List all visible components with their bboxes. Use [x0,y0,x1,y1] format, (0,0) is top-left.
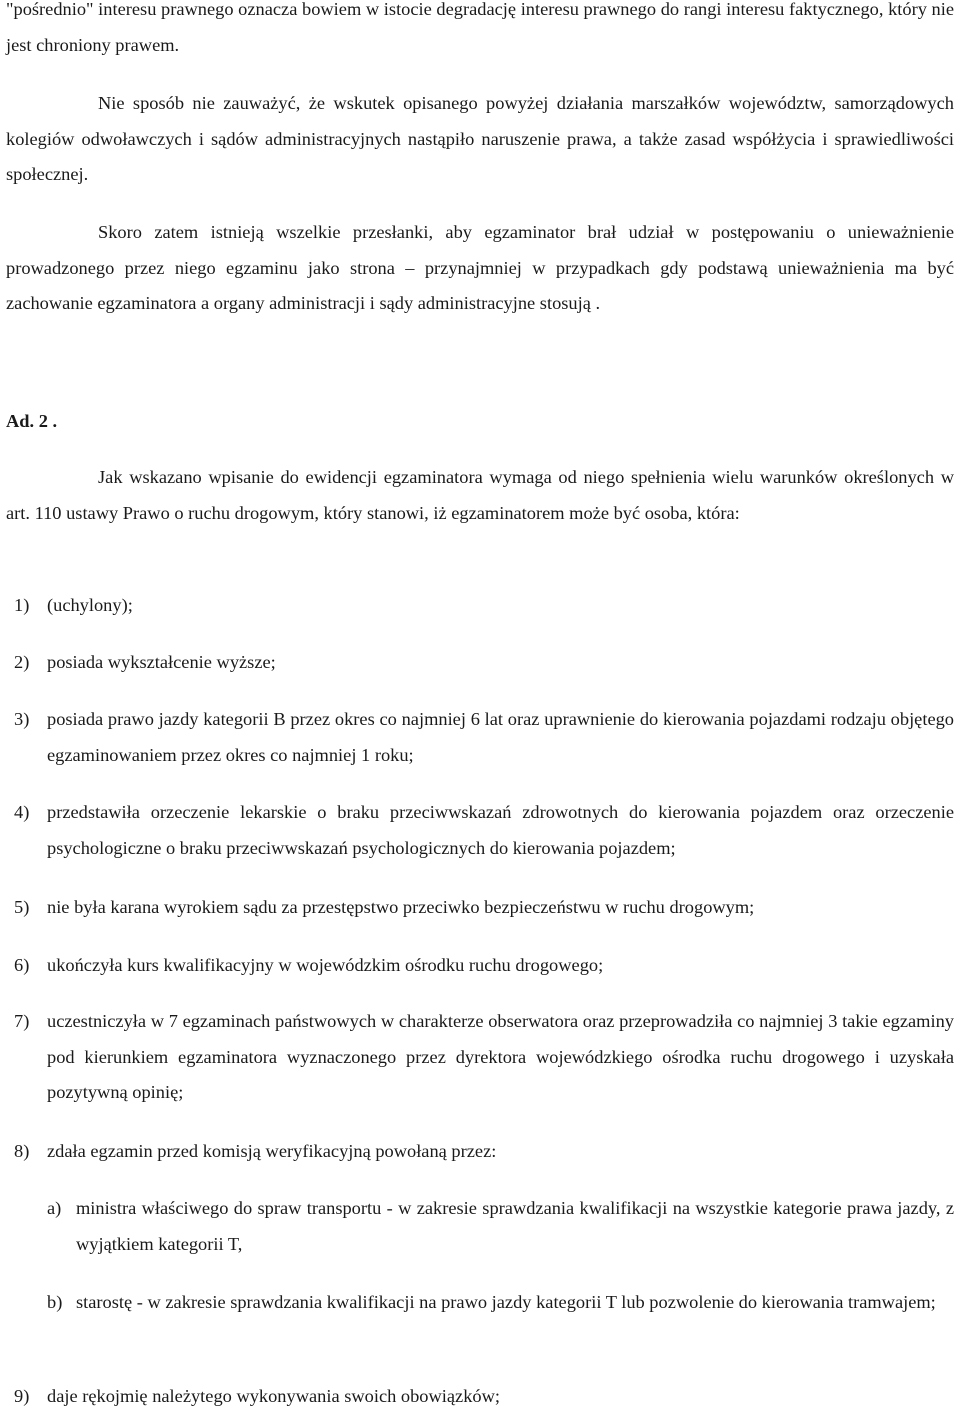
sub-list-item-letter: b) [47,1292,63,1312]
list-item [6,890,954,926]
list-item-text: posiada wykształcenie wyższe; [47,652,276,672]
sub-list-item [6,1191,954,1262]
list-item-text: nie była karana wyrokiem sądu za przestępstwo przeciwko bezpieczeństwu w ruchu drogowym; [47,897,755,917]
list-item-number: 9) [14,1386,30,1406]
list-item-number: 5) [14,897,30,917]
list-item-text: posiada prawo jazdy kategorii B przez okres co najmniej 6 lat oraz uprawnienie do kierowania pojazdami rodzaju objętego egzaminowaniem przez okres co najmniej 1 roku; [47,709,954,765]
list-item-text: uczestniczyła w 7 egzaminach państwowych w charakterze obserwatora oraz przeprowadziła co najmniej 3 takie egzaminy pod kierunkiem egzaminatora wyznaczonego przez dyrektora wojewódzkiego ośrodka ruchu drogowego i uzyskała pozytywną opinię; [47,1011,954,1102]
list-item-number: 2) [14,652,30,672]
list-item-text: daje rękojmię należytego wykonywania swoich obowiązków; [47,1386,500,1406]
list-item [6,1134,954,1170]
list-item [6,645,954,681]
list-item-text: (uchylony); [47,595,133,615]
list-item-number: 6) [14,955,30,975]
list-item-text: zdała egzamin przed komisją weryfikacyjną powołaną przez: [47,1141,497,1161]
paragraph-requirements-intro: Jak wskazano wpisanie do ewidencji egzaminatora wymaga od niego spełnienia wielu warunków określonych w art. 110 ustawy Prawo o ruchu drogowym, który stanowi, iż egzaminatorem może być osoba, która: [6,467,954,523]
list-item-text: przedstawiła orzeczenie lekarskie o braku przeciwwskazań zdrowotnych do kierowania pojazdem oraz orzeczenie psychologiczne o braku przeciwwskazań psychologicznych do kierowania pojazdem; [47,802,954,858]
section-heading: Ad. 2 . [6,411,58,431]
list-item [6,1379,954,1415]
list-item-number: 1) [14,595,30,615]
sub-list-item-text: starostę - w zakresie sprawdzania kwalifikacji na prawo jazdy kategorii T lub pozwolenie do kierowania tramwajem; [76,1292,936,1312]
sub-list-item [6,1285,954,1321]
sub-list-item-letter: a) [47,1198,62,1218]
list-item [6,702,954,773]
list-item [6,1004,954,1111]
list-item-number: 4) [14,802,30,822]
list-item [6,795,954,866]
list-item [6,588,954,624]
sub-list-item-text: ministra właściwego do spraw transportu - w zakresie sprawdzania kwalifikacji na wszystkie kategorie prawa jazdy, z wyjątkiem kategorii T, [76,1198,954,1254]
paragraph-violation: Nie sposób nie zauważyć, że wskutek opisanego powyżej działania marszałków województw, samorządowych kolegiów odwoławczych i sądów administracyjnych nastąpiło naruszenie prawa, a także zasad współżycia i sprawiedliwości społecznej. [6,93,954,184]
list-item-number: 8) [14,1141,30,1161]
paragraph-examiner-party: Skoro zatem istnieją wszelkie przesłanki, aby egzaminator brał udział w postępowaniu o unieważnienie prowadzonego przez niego egzaminu jako strona – przynajmniej w przypadkach gdy podstawą unieważnienia ma być zachowanie egzaminatora a organy administracji i sądy administracyjne stosują . [6,222,954,313]
list-item [6,948,954,984]
list-item-number: 3) [14,709,30,729]
paragraph-continuation: "pośrednio" interesu prawnego oznacza bowiem w istocie degradację interesu prawnego do rangi interesu faktycznego, który nie jest chroniony prawem. [6,0,954,55]
list-item-text: ukończyła kurs kwalifikacyjny w wojewódzkim ośrodku ruchu drogowego; [47,955,604,975]
list-item-number: 7) [14,1011,30,1031]
